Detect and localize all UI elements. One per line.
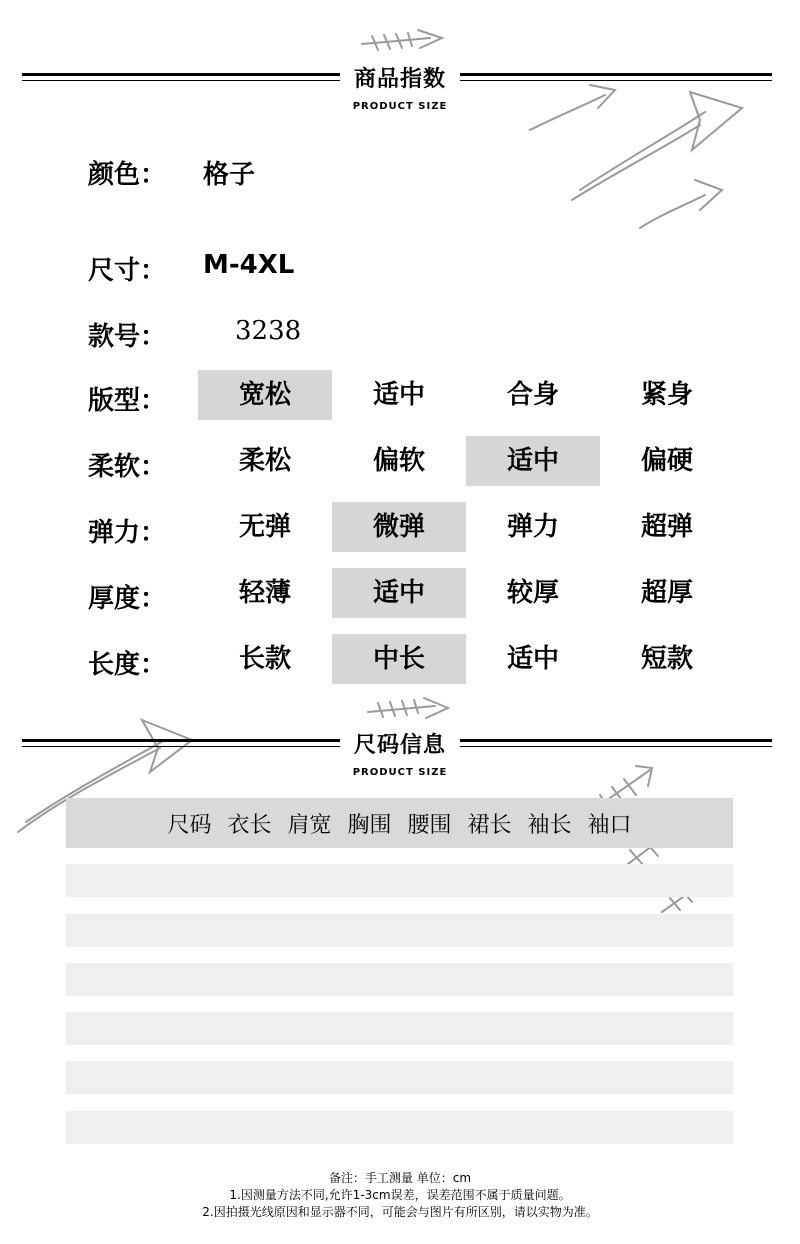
attribute-option-selected: 适中: [332, 568, 466, 618]
column-header: 衣长: [227, 812, 272, 838]
attribute-option: 弹力: [506, 512, 559, 542]
attribute-option-selected: 宽松: [198, 370, 332, 420]
feather-arrow-icon: [368, 698, 448, 718]
attribute-label: 版型：: [88, 386, 167, 416]
column-header: 腰围: [407, 812, 452, 838]
size-label: 尺寸：: [88, 256, 167, 286]
attribute-label: 柔软：: [88, 452, 167, 482]
column-header: 袖口: [587, 812, 632, 838]
attribute-option: 超厚: [640, 578, 693, 608]
attribute-option-selected: 适中: [466, 436, 600, 486]
note-line: 备注：手工测量 单位：cm: [328, 1171, 472, 1185]
note-line: 2.因拍摄光线原因和显示器不同，可能会与图片有所区别，请以实物为准。: [202, 1205, 598, 1219]
section-subtitle: PRODUCT SIZE: [352, 101, 448, 112]
style-number-label: 款号：: [88, 322, 167, 352]
attribute-option: 较厚: [506, 578, 559, 608]
attribute-option: 柔松: [238, 446, 291, 476]
attribute-option: 偏硬: [640, 446, 693, 476]
attribute-option-selected: 中长: [332, 634, 466, 684]
attribute-option: 无弹: [238, 512, 291, 542]
attribute-label: 长度：: [88, 650, 167, 680]
attribute-label: 弹力：: [88, 518, 167, 548]
section-title: 尺码信息: [353, 733, 446, 758]
column-header: 肩宽: [287, 812, 332, 838]
attribute-option: 轻薄: [238, 578, 291, 608]
attribute-option: 合身: [506, 380, 559, 410]
column-header: 袖长: [527, 812, 572, 838]
column-header: 尺码: [167, 812, 212, 838]
table-row: [66, 914, 733, 947]
attribute-option: 紧身: [640, 380, 693, 410]
attribute-label: 厚度：: [88, 584, 167, 614]
color-value: 格子: [203, 160, 256, 190]
attribute-option: 偏软: [372, 446, 425, 476]
color-label: 颜色：: [88, 160, 167, 190]
size-value: M-4XL: [203, 250, 295, 280]
attribute-option: 长款: [238, 644, 291, 674]
size-table-header: [66, 798, 733, 848]
attribute-option-selected: 微弹: [332, 502, 466, 552]
table-row: [66, 1061, 733, 1094]
column-header: 裙长: [467, 812, 512, 838]
size-info-header: [0, 726, 800, 786]
attribute-option: 适中: [372, 380, 425, 410]
attribute-option: 超弹: [640, 512, 693, 542]
table-row: [66, 864, 733, 897]
note-line: 1.因测量方法不同,允许1-3cm误差，误差范围不属于质量问题。: [229, 1188, 571, 1202]
section-title: 商品指数: [353, 67, 446, 92]
table-row: [66, 1111, 733, 1144]
style-number-value: 3238: [235, 316, 302, 346]
feather-arrow-icon: [362, 30, 442, 50]
section-subtitle: PRODUCT SIZE: [352, 767, 448, 778]
product-index-header: [0, 60, 800, 120]
notes-block: [0, 1170, 800, 1221]
column-header: 胸围: [347, 812, 392, 838]
attribute-option: 短款: [640, 644, 693, 674]
attribute-option: 适中: [506, 644, 559, 674]
table-row: [66, 963, 733, 996]
table-row: [66, 1012, 733, 1045]
